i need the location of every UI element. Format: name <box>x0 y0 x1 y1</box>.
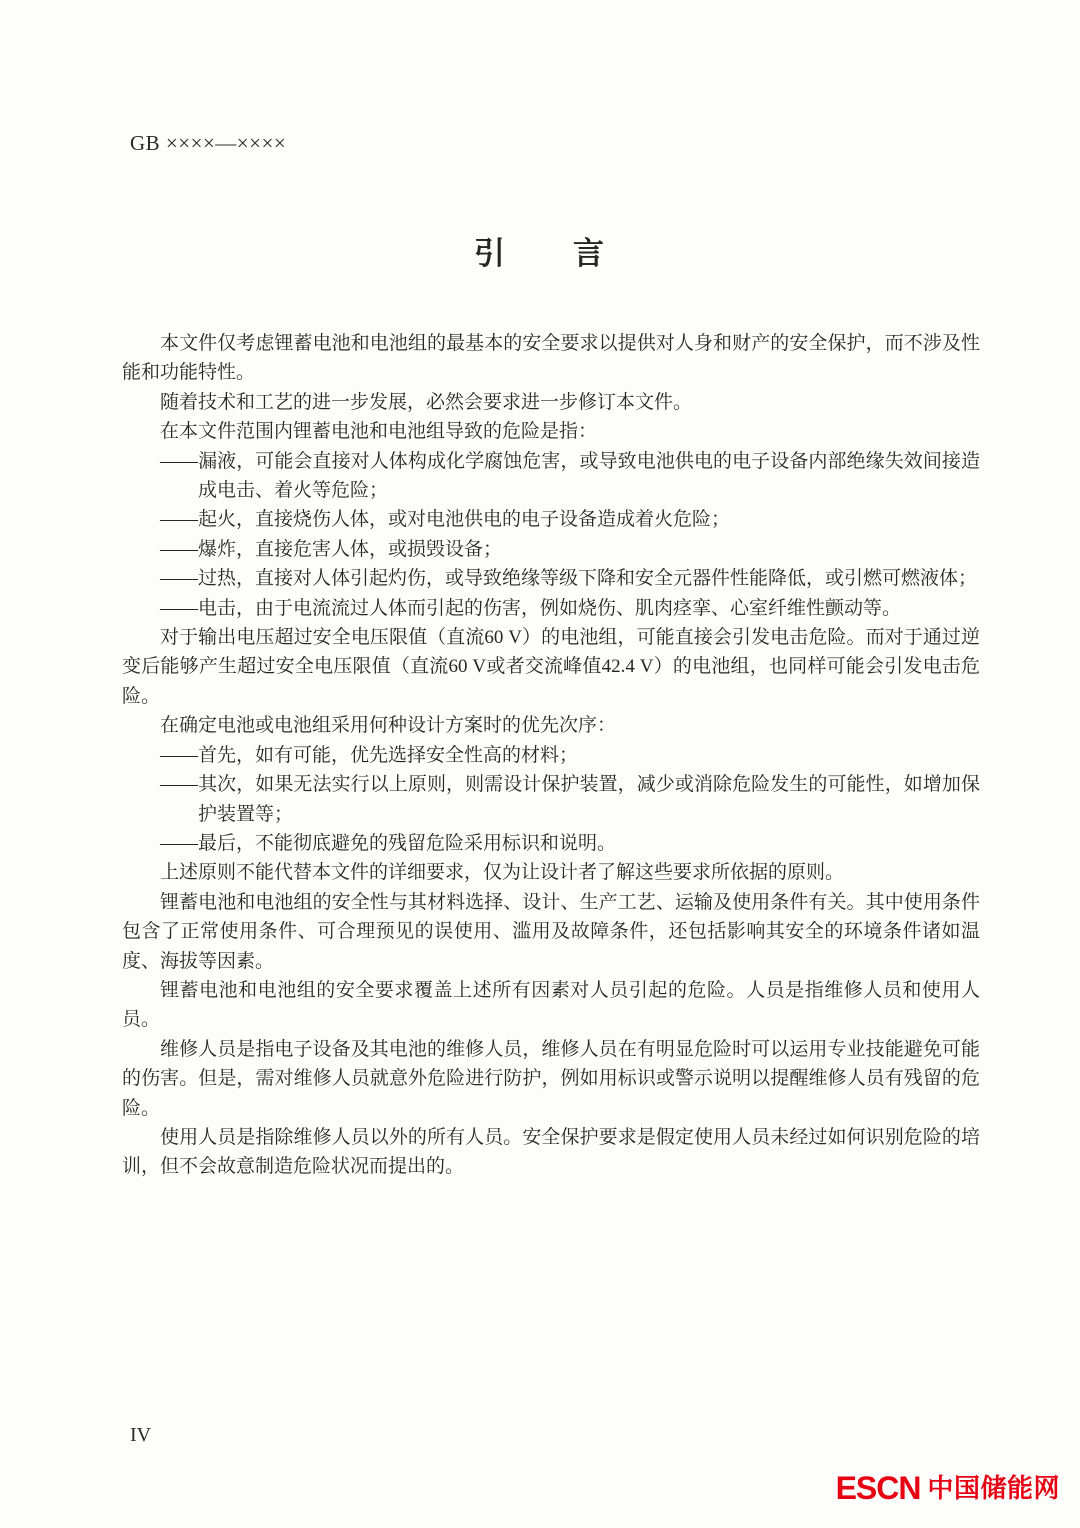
list-item-dash: ——电击，由于电流流过人体而引起的伤害，例如烧伤、肌肉痉挛、心室纤维性颤动等。 <box>160 597 902 619</box>
page-number: IV <box>130 1424 152 1446</box>
paragraph: 维修人员是指电子设备及其电池的维修人员，维修人员在有明显危险时可以运用专业技能避免可能的伤害。但是，需对维修人员就意外危险进行防护，例如用标识或警示说明以提醒维修人员有残留的危险。 <box>122 1038 980 1119</box>
list-item-dash: ——漏液，可能会直接对人体构成化学腐蚀危害，或导致电池供电的电子设备内部绝缘失效间接造成电击、着火等危险； <box>160 450 980 502</box>
list-item-dash: ——最后，不能彻底避免的残留危险采用标识和说明。 <box>160 832 617 854</box>
body-paragraphs <box>122 329 980 1182</box>
paragraph: 上述原则不能代替本文件的详细要求，仅为让设计者了解这些要求所依据的原则。 <box>160 862 845 884</box>
standard-number-header: GB ××××—×××× <box>130 131 287 155</box>
escn-logo-cjk: 中国储能网 <box>927 1473 1060 1503</box>
paragraph: 锂蓄电池和电池组的安全要求覆盖上述所有因素对人员引起的危险。人员是指维修人员和使用人员。 <box>122 979 980 1031</box>
paragraph: 在本文件范围内锂蓄电池和电池组导致的危险是指： <box>160 421 598 443</box>
paragraph: 对于输出电压超过安全电压限值（直流60 V）的电池组，可能直接会引发电击危险。而对于通过逆变后能够产生超过安全电压限值（直流60 V或者交流峰值42.4 V）的电池组，也同样可能会引发电击危险。 <box>122 627 980 707</box>
list-item-dash: ——首先，如有可能，优先选择安全性高的材料； <box>160 744 579 766</box>
escn-logo-latin: ESCN <box>835 1470 921 1506</box>
list-item-dash: ——其次，如果无法实行以上原则，则需设计保护装置，减少或消除危险发生的可能性，如增加保护装置等； <box>160 774 980 825</box>
escn-watermark-logo <box>836 1468 1060 1507</box>
paragraph: 在确定电池或电池组采用何种设计方案时的优先次序： <box>160 715 617 737</box>
paragraph: 随着技术和工艺的进一步发展，必然会要求进一步修订本文件。 <box>160 391 693 413</box>
page-title: 引 言 <box>474 236 606 271</box>
list-item-dash: ——过热，直接对人体引起灼伤，或导致绝缘等级下降和安全元器件性能降低，或引燃可燃液体； <box>160 568 978 590</box>
paragraph: 使用人员是指除维修人员以外的所有人员。安全保护要求是假定使用人员未经过如何识别危险的培训，但不会故意制造危险状况而提出的。 <box>122 1126 980 1178</box>
list-item-dash: ——起火，直接烧伤人体，或对电池供电的电子设备造成着火危险； <box>160 509 731 531</box>
paragraph: 本文件仅考虑锂蓄电池和电池组的最基本的安全要求以提供对人身和财产的安全保护，而不涉及性能和功能特性。 <box>122 333 980 384</box>
paragraph: 锂蓄电池和电池组的安全性与其材料选择、设计、生产工艺、运输及使用条件有关。其中使用条件包含了正常使用条件、可合理预见的误使用、滥用及故障条件，还包括影响其安全的环境条件诸如温度、海拔等因素。 <box>122 891 980 972</box>
list-item-dash: ——爆炸，直接危害人体，或损毁设备； <box>160 538 503 560</box>
